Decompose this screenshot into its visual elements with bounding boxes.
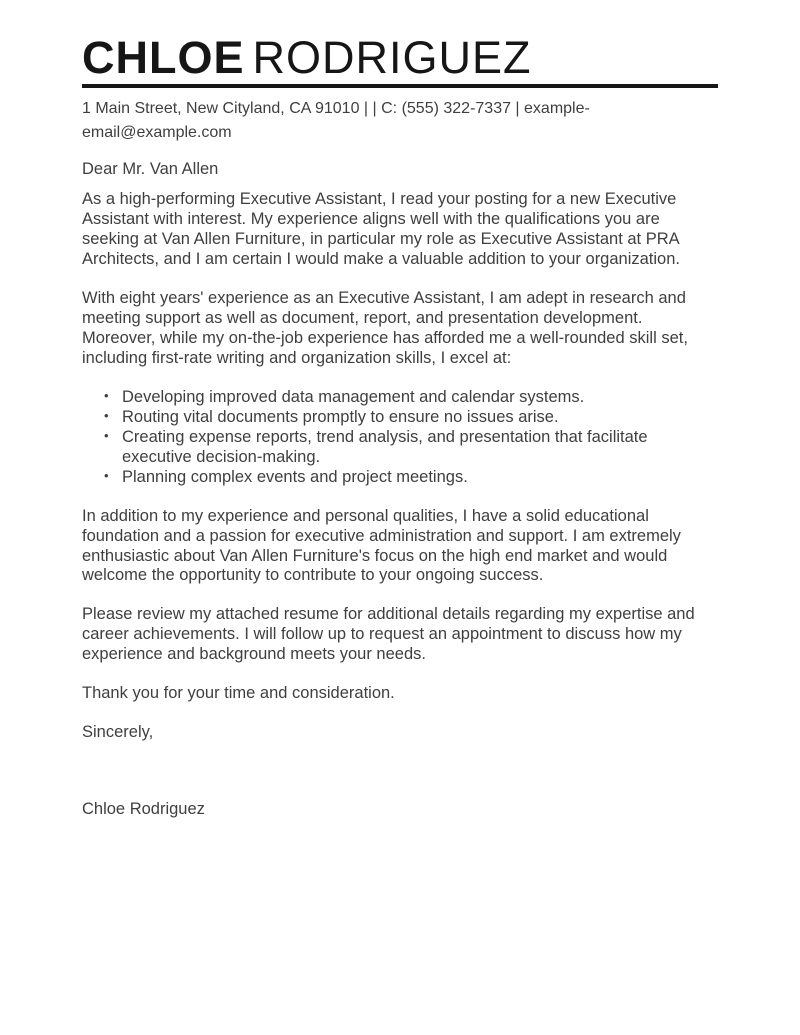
list-item-text: Creating expense reports, trend analysis, and presentation that facilitate executive decision-making.	[122, 427, 648, 466]
thanks-line: Thank you for your time and consideration.	[82, 684, 395, 703]
list-item-text: Routing vital documents promptly to ensure no issues arise.	[122, 407, 559, 426]
header-divider-rule	[82, 84, 718, 88]
contact-info	[82, 97, 718, 145]
letter-body	[82, 160, 718, 820]
paragraph-intro: As a high-performing Executive Assistant, I read your posting for a new Executive Assistant with interest. My experience aligns well with the qualifications you are seeking at Van Allen Furniture, in particular my role as Executive Assistant at PRA Architects, and I am certain I would make a valuable addition to your organization.	[82, 190, 680, 269]
contact-line-1: 1 Main Street, New Cityland, CA 91010 | | C: (555) 322-7337 | example-	[82, 100, 590, 118]
bullet-icon: •	[104, 387, 109, 403]
list-item	[104, 467, 718, 488]
paragraph-experience: With eight years' experience as an Executive Assistant, I am adept in research and meeting support as well as document, report, and presentation development. Moreover, while my on-the-job experience has afforded me a well-rounded skill set, including first-rate writing and organization skills, I excel at:	[82, 289, 688, 367]
bullet-icon: •	[104, 467, 109, 483]
list-item-text: Developing improved data management and calendar systems.	[122, 387, 585, 406]
salutation: Dear Mr. Van Allen	[82, 160, 219, 179]
list-item	[104, 427, 718, 468]
letter-header	[82, 34, 718, 145]
list-item-text: Planning complex events and project meetings.	[122, 467, 468, 486]
signoff-line: Sincerely,	[82, 723, 154, 742]
applicant-name	[82, 34, 718, 81]
signature-name: Chloe Rodriguez	[82, 800, 205, 819]
bullet-icon: •	[104, 427, 109, 443]
applicant-last-name: RODRIGUEZ	[252, 32, 532, 83]
list-item	[104, 407, 718, 428]
contact-line-2: email@example.com	[82, 124, 232, 142]
list-item	[104, 387, 718, 408]
applicant-first-name: CHLOE	[82, 32, 245, 83]
skills-bullet-list	[82, 388, 718, 488]
paragraph-follow-up: Please review my attached resume for additional details regarding my expertise and career achievements. I will follow up to request an appointment to discuss how my experience and background meets your needs.	[82, 605, 695, 664]
bullet-icon: •	[104, 407, 109, 423]
paragraph-education: In addition to my experience and personal qualities, I have a solid educational foundation and a passion for executive administration and support. I am extremely enthusiastic about Van Allen Furniture's focus on the high end market and would welcome the opportunity to contribute to your ongoing success.	[82, 506, 681, 585]
